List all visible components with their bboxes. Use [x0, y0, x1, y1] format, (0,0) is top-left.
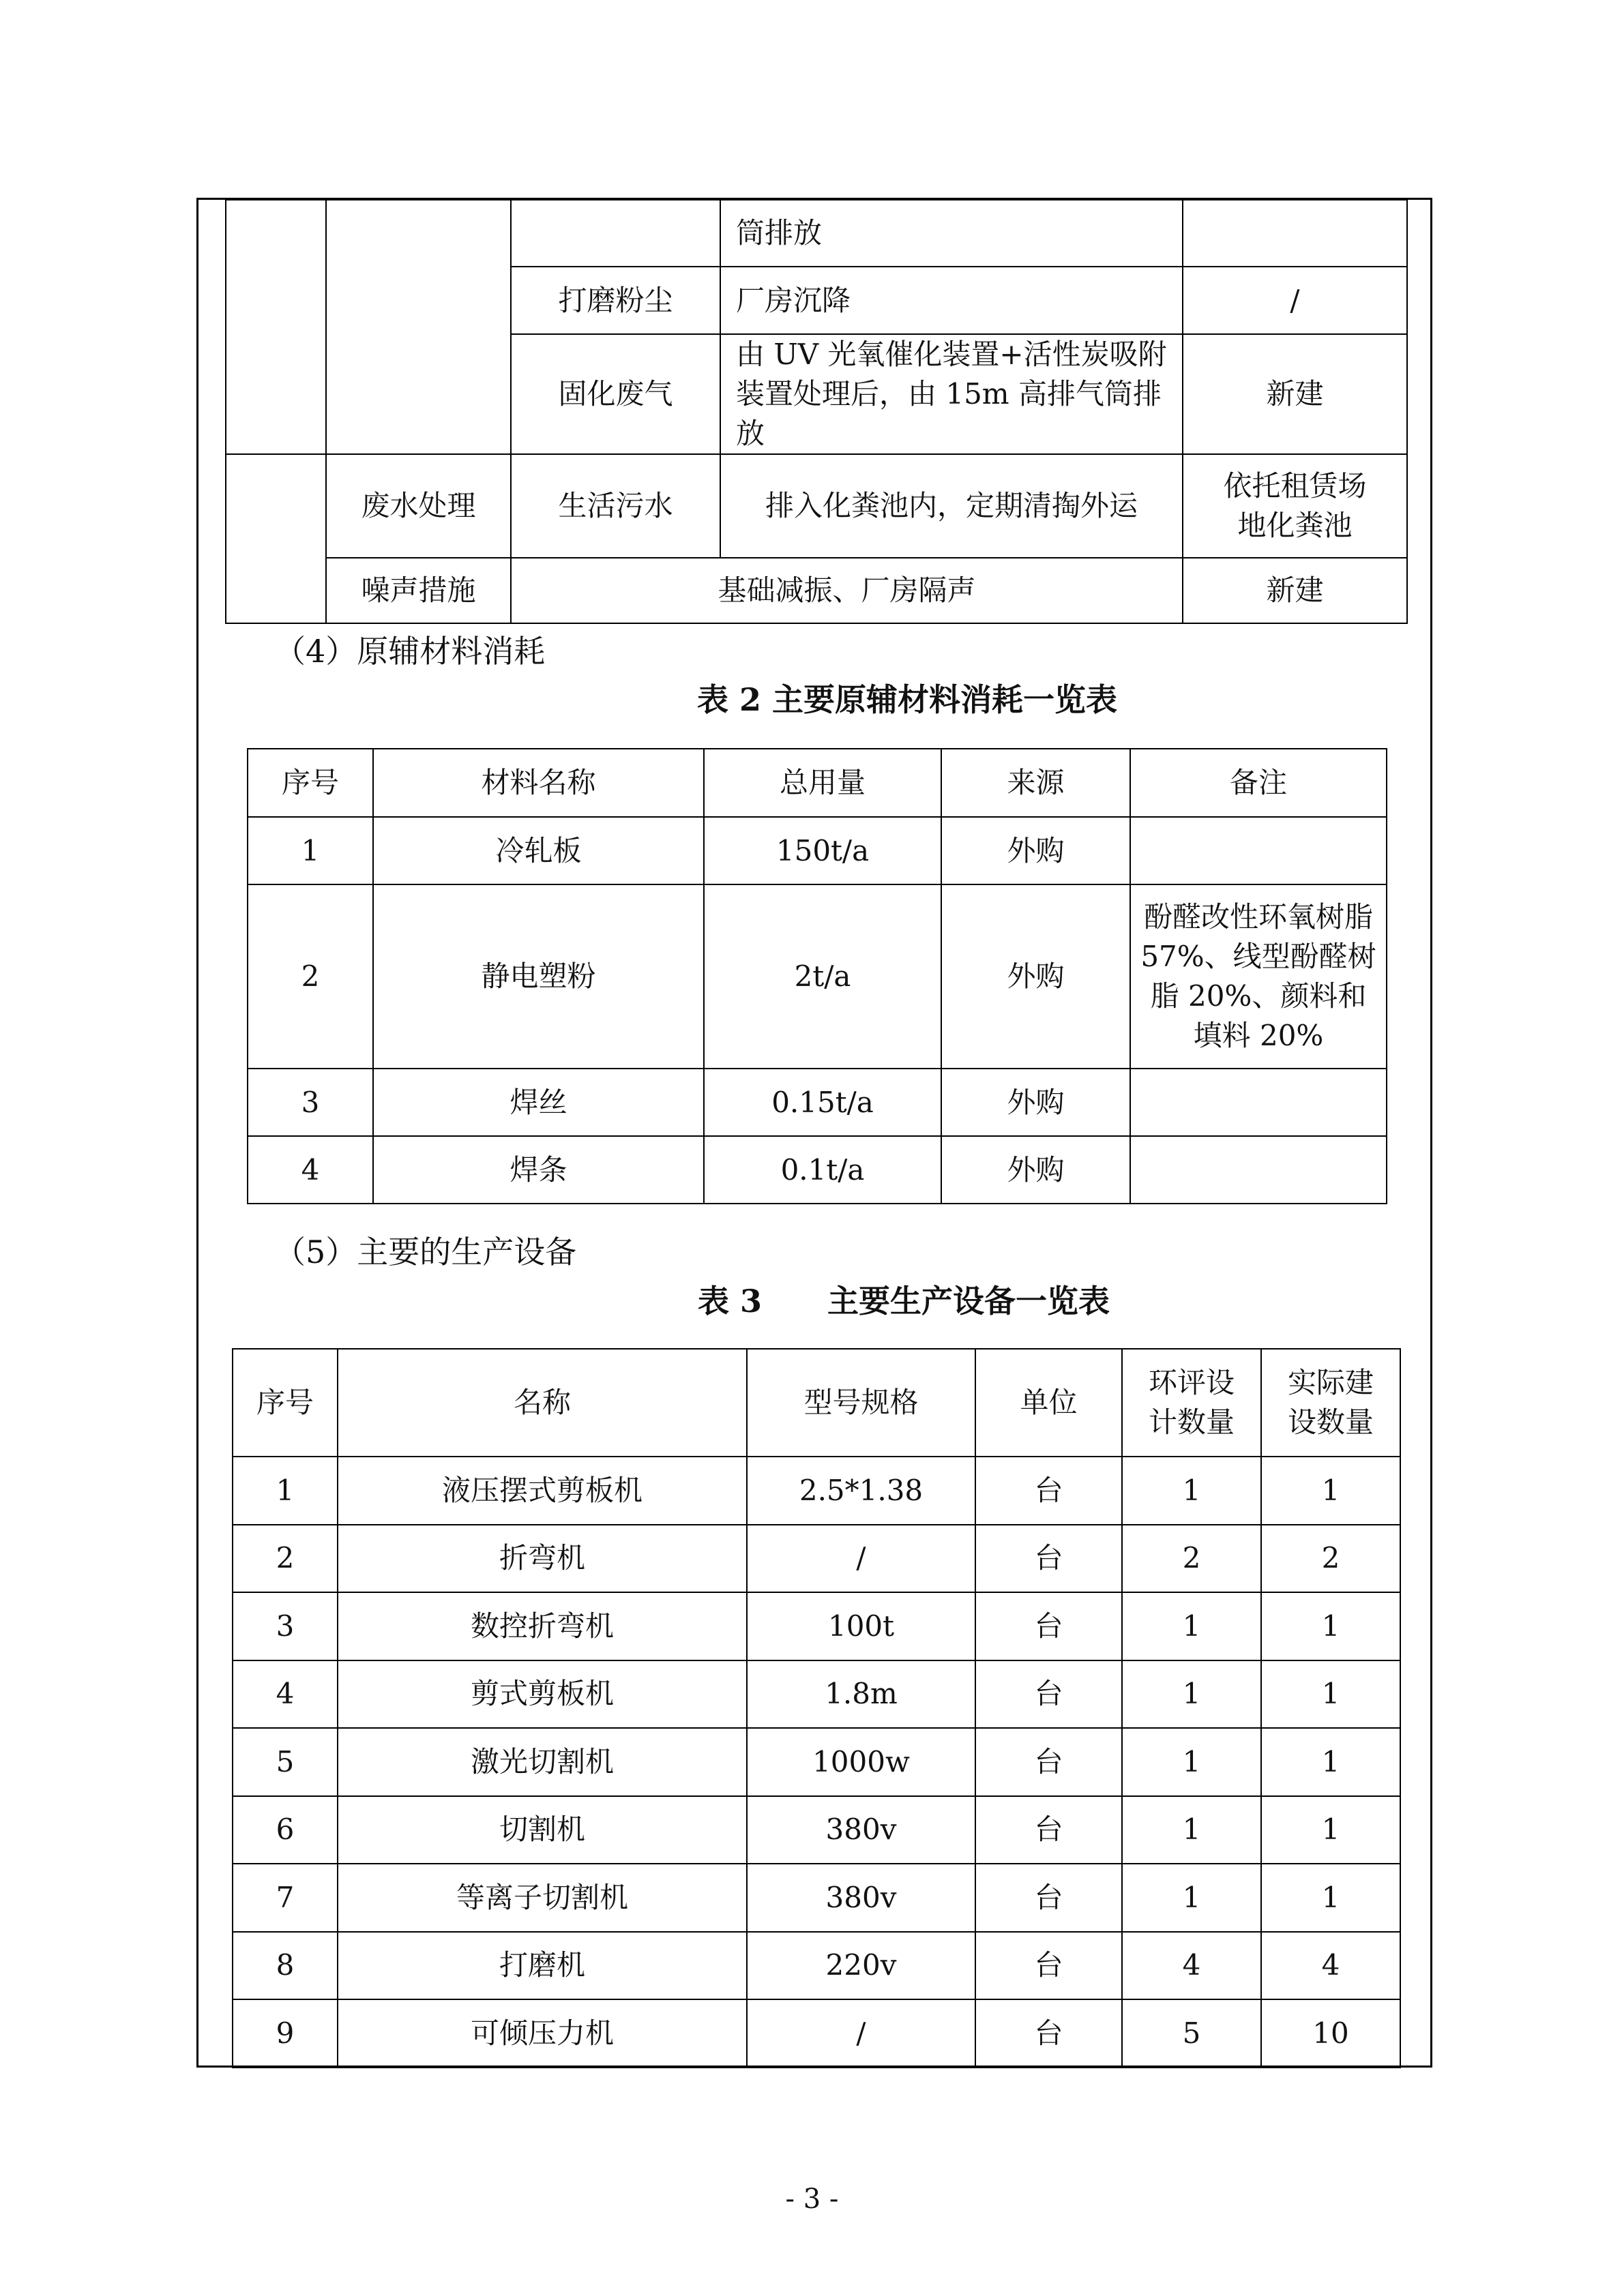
table-cell: 筒排放	[720, 200, 1183, 267]
table-cell: 台	[975, 1592, 1122, 1660]
table-cell: 1	[248, 817, 373, 884]
table-row	[248, 1069, 1387, 1136]
table-row	[233, 1932, 1400, 2000]
table-cell: 打磨粉尘	[511, 267, 720, 334]
table-cell: 7	[233, 1864, 338, 1932]
table-cell: 8	[233, 1932, 338, 2000]
table-row	[233, 1864, 1400, 1932]
table-cell: 2	[1122, 1525, 1261, 1593]
column-header: 序号	[233, 1349, 338, 1457]
table-cell: 0.15t/a	[704, 1069, 941, 1136]
table-row	[226, 454, 1407, 558]
table-cell: /	[747, 1999, 975, 2068]
table-cell: 外购	[941, 1069, 1130, 1136]
table-cell	[1183, 200, 1407, 267]
table-cell	[511, 200, 720, 267]
table-cell: 台	[975, 1796, 1122, 1864]
table-cell: 台	[975, 1864, 1122, 1932]
table-cell	[1130, 817, 1387, 884]
table-cell: 150t/a	[704, 817, 941, 884]
column-header: 序号	[248, 749, 373, 817]
column-header: 来源	[941, 749, 1130, 817]
table-cell: 0.1t/a	[704, 1136, 941, 1204]
table-cell: /	[1183, 267, 1407, 334]
table-cell: 排入化粪池内，定期清掏外运	[720, 454, 1183, 558]
table-cell: 外购	[941, 817, 1130, 884]
table-cell: 4	[233, 1660, 338, 1729]
table-row	[226, 200, 1407, 267]
table-cell: 台	[975, 1728, 1122, 1796]
table-cell: 2	[233, 1525, 338, 1593]
table-cell: 1	[1122, 1457, 1261, 1525]
table-cell: 2t/a	[704, 884, 941, 1069]
table-cell: 台	[975, 1660, 1122, 1729]
caption-title: 主要生产设备一览表	[827, 1283, 1110, 1320]
table-cell	[1130, 1069, 1387, 1136]
table-row	[248, 1136, 1387, 1204]
table-cell: 10	[1261, 1999, 1400, 2068]
table-cell: 厂房沉降	[720, 267, 1183, 334]
table-cell: 外购	[941, 1136, 1130, 1204]
table-cell: 4	[1261, 1932, 1400, 2000]
equipment-table	[232, 1348, 1401, 2068]
table-cell: 等离子切割机	[338, 1864, 747, 1932]
table-cell: 基础减振、厂房隔声	[511, 558, 1183, 623]
table-cell: 1000w	[747, 1728, 975, 1796]
table-cell: 剪式剪板机	[338, 1660, 747, 1729]
table-cell: 1	[1261, 1457, 1400, 1525]
table-cell: 焊条	[373, 1136, 704, 1204]
table-cell: 1	[1261, 1592, 1400, 1660]
table-cell: 依托租赁场地化粪池	[1183, 454, 1407, 558]
table-cell: 380v	[747, 1796, 975, 1864]
column-header: 型号规格	[747, 1349, 975, 1457]
page-number: - 3 -	[785, 2183, 839, 2215]
table-cell	[1130, 1136, 1387, 1204]
table-cell: 外购	[941, 884, 1130, 1069]
column-header: 环评设计数量	[1122, 1349, 1261, 1457]
section-heading: （4）原辅材料消耗	[274, 633, 546, 670]
table-header-row	[233, 1349, 1400, 1457]
table-cell: 冷轧板	[373, 817, 704, 884]
table-cell: 固化废气	[511, 334, 720, 454]
table-cell: 焊丝	[373, 1069, 704, 1136]
table-cell: 台	[975, 1525, 1122, 1593]
pollution-measures-table	[225, 199, 1408, 624]
table-cell: 数控折弯机	[338, 1592, 747, 1660]
table-cell: 1	[1122, 1592, 1261, 1660]
table-cell: 酚醛改性环氧树脂 57%、线型酚醛树脂 20%、颜料和填料 20%	[1130, 884, 1387, 1069]
table-row	[248, 817, 1387, 884]
table-cell: 1	[1122, 1796, 1261, 1864]
table-cell	[226, 454, 326, 623]
table-cell: 1	[1122, 1728, 1261, 1796]
table-cell	[226, 200, 326, 454]
table-cell: 由 UV 光氧催化装置+活性炭吸附装置处理后，由 15m 高排气筒排放	[720, 334, 1183, 454]
table-cell: 液压摆式剪板机	[338, 1457, 747, 1525]
table-cell: 6	[233, 1796, 338, 1864]
table-cell: 生活污水	[511, 454, 720, 558]
table-cell: 台	[975, 1999, 1122, 2068]
table-cell: 100t	[747, 1592, 975, 1660]
table-cell: 2	[248, 884, 373, 1069]
column-header: 名称	[338, 1349, 747, 1457]
table-cell: 打磨机	[338, 1932, 747, 2000]
table-cell: 2.5*1.38	[747, 1457, 975, 1525]
table-cell: 噪声措施	[326, 558, 511, 623]
materials-table	[247, 748, 1387, 1204]
table-caption: 表 2 主要原辅材料消耗一览表	[696, 681, 1118, 718]
table-cell: 1	[1261, 1660, 1400, 1729]
table-cell: 5	[1122, 1999, 1261, 2068]
table-cell: /	[747, 1525, 975, 1593]
table-cell: 新建	[1183, 558, 1407, 623]
column-header: 总用量	[704, 749, 941, 817]
table-cell: 1.8m	[747, 1660, 975, 1729]
table-cell: 激光切割机	[338, 1728, 747, 1796]
table-cell: 可倾压力机	[338, 1999, 747, 2068]
caption-number: 表 3	[697, 1283, 763, 1320]
table-cell: 2	[1261, 1525, 1400, 1593]
column-header: 单位	[975, 1349, 1122, 1457]
column-header: 材料名称	[373, 749, 704, 817]
table-row	[233, 1728, 1400, 1796]
table-cell: 4	[1122, 1932, 1261, 2000]
table-row	[226, 558, 1407, 623]
table-row	[233, 1525, 1400, 1593]
table-cell: 9	[233, 1999, 338, 2068]
table-cell: 1	[233, 1457, 338, 1525]
table-header-row	[248, 749, 1387, 817]
table-cell: 台	[975, 1457, 1122, 1525]
table-cell: 5	[233, 1728, 338, 1796]
table-cell	[326, 200, 511, 454]
table-cell: 220v	[747, 1932, 975, 2000]
table-cell: 4	[248, 1136, 373, 1204]
table-cell: 1	[1261, 1796, 1400, 1864]
table-caption	[0, 1281, 1624, 1322]
table-cell: 静电塑粉	[373, 884, 704, 1069]
table-cell: 新建	[1183, 334, 1407, 454]
section-heading: （5）主要的生产设备	[274, 1234, 577, 1270]
table-cell: 切割机	[338, 1796, 747, 1864]
column-header: 实际建设数量	[1261, 1349, 1400, 1457]
table-cell: 台	[975, 1932, 1122, 2000]
table-cell: 380v	[747, 1864, 975, 1932]
table-cell: 1	[1261, 1864, 1400, 1932]
table-cell: 3	[233, 1592, 338, 1660]
table-row	[248, 884, 1387, 1069]
table-row	[233, 1660, 1400, 1729]
table-row	[233, 1457, 1400, 1525]
table-cell: 1	[1261, 1728, 1400, 1796]
table-cell: 3	[248, 1069, 373, 1136]
table-cell: 1	[1122, 1864, 1261, 1932]
table-cell: 废水处理	[326, 454, 511, 558]
table-row	[233, 1592, 1400, 1660]
table-cell: 折弯机	[338, 1525, 747, 1593]
table-cell: 1	[1122, 1660, 1261, 1729]
column-header: 备注	[1130, 749, 1387, 817]
table-row	[233, 1796, 1400, 1864]
table-row	[233, 1999, 1400, 2068]
